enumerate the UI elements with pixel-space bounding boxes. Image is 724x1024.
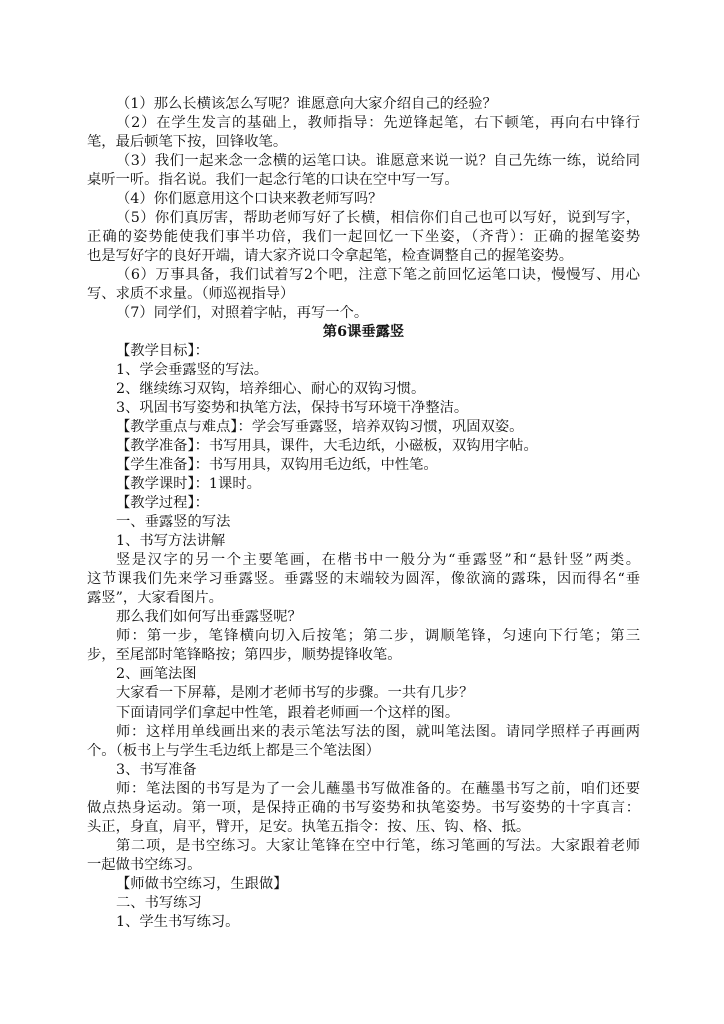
- paragraph: [87, 875, 640, 894]
- text-line: 竖是汉字的另一个主要笔画，在楷书中一般分为“垂露竖”和“悬针竖”两类。: [116, 552, 640, 569]
- text-line: 正确的姿势能使我们事半功倍，我们一起回忆一下坐姿，（齐背）：正确的握笔姿势: [87, 229, 640, 246]
- paragraph: [87, 361, 640, 380]
- text-line: （1）那么长横该怎么写呢？谁愿意向大家介绍自己的经验？: [116, 96, 497, 112]
- text-line: 做点热身运动。第一项，是保持正确的书写姿势和执笔姿势。书写姿势的十字真言：: [87, 799, 640, 816]
- text-line: 桌听一听。指名说。我们一起念行笔的口诀在空中写一写。: [87, 172, 459, 189]
- paragraph: [87, 304, 640, 323]
- text-line: 【教学目标】：: [116, 343, 209, 360]
- paragraph: [87, 456, 640, 475]
- text-line: 【教学过程】：: [116, 495, 209, 512]
- text-line: 【学生准备】：书写用具，双钩用毛边纸，中性笔。: [116, 457, 438, 474]
- text-line: 一起做书空练习。: [87, 856, 202, 873]
- text-line: 2、画笔法图: [116, 666, 197, 683]
- text-line: 【教学准备】：书写用具，课件，大毛边纸，小磁板，双钩用字帖。: [116, 438, 538, 455]
- text-line: 头正，身直，肩平，臂开，足安。执笔五指令：按、压、钩、格、抵。: [87, 818, 531, 835]
- text-line: 【师做书空练习，生跟做】: [116, 875, 288, 892]
- text-line: （3）我们一起来念一念横的运笔口诀。谁愿意来说一说？自己先练一练，说给同: [116, 153, 640, 170]
- text-line: 个。（板书上与学生毛边纸上都是三个笔法图）: [87, 742, 381, 759]
- text-line: 2、继续练习双钩，培养细心、耐心的双钩习惯。: [116, 381, 426, 398]
- paragraph: [87, 95, 640, 114]
- paragraph: [87, 723, 640, 761]
- text-line: 大家看一下屏幕，是刚才老师书写的步骤。一共有几步？: [116, 685, 474, 702]
- text-line: 步，至尾部时笔锋略按；第四步，顺势提锋收笔。: [87, 647, 402, 664]
- paragraph: [87, 608, 640, 627]
- text-line: 1、书写方法讲解: [116, 533, 226, 550]
- text-line: 也是写好字的良好开端，请大家齐说口令拿起笔，检查调整自己的握笔姿势。: [87, 248, 574, 265]
- paragraph: [87, 894, 640, 913]
- text-line: 1、学生书写练习。: [116, 913, 240, 930]
- paragraph: [87, 684, 640, 703]
- text-line: （4）你们愿意用这个口诀来教老师写吗？: [116, 191, 383, 208]
- text-line: 1、学会垂露竖的写法。: [116, 362, 269, 379]
- text-line: （2）在学生发言的基础上，教师指导：先逆锋起笔，右下顿笔，再向右中锋行: [116, 115, 640, 132]
- lesson-title: [87, 323, 640, 342]
- paragraph: [87, 837, 640, 875]
- paragraph: [87, 437, 640, 456]
- text-line: 3、书写准备: [116, 761, 197, 778]
- text-line: 露竖”，大家看图片。: [87, 590, 223, 607]
- paragraph: [87, 761, 640, 780]
- paragraph: [87, 266, 640, 304]
- paragraph: [87, 342, 640, 361]
- text-line: 一、垂露竖的写法: [116, 514, 231, 531]
- paragraph: [87, 399, 640, 418]
- text-line: 写、求质不求量。（师巡视指导）: [87, 286, 295, 303]
- text-line: 笔，最后顿笔下按，回锋收笔。: [87, 134, 288, 151]
- paragraph: [87, 494, 640, 513]
- paragraph: [87, 780, 640, 837]
- paragraph: [87, 152, 640, 190]
- text-line: 【教学课时】：1课时。: [116, 476, 261, 493]
- text-line: 【教学重点与难点】：学会写垂露竖，培养双钩习惯，巩固双姿。: [116, 419, 524, 436]
- text-line: 3、巩固书写姿势和执笔方法，保持书写环境干净整洁。: [116, 400, 469, 417]
- text-line: 第二项，是书空练习。大家让笔锋在空中行笔，练习笔画的写法。大家跟着老师: [116, 837, 640, 854]
- text-line: 这节课我们先来学习垂露竖。垂露竖的末端较为圆浑，像欲滴的露珠，因而得名“垂: [87, 571, 640, 588]
- paragraph: [87, 665, 640, 684]
- text-line: 师：第一步，笔锋横向切入后按笔；第二步，调顺笔锋，匀速向下行笔；第三: [116, 628, 640, 645]
- paragraph: [87, 551, 640, 608]
- paragraph: [87, 704, 640, 723]
- paragraph: [87, 209, 640, 266]
- text-line: 师：这样用单线画出来的表示笔法写法的图，就叫笔法图。请同学照样子再画两: [116, 723, 640, 740]
- text-line: 二、书写练习: [116, 894, 202, 911]
- paragraph: [87, 114, 640, 152]
- title-text: 第6课垂露竖: [322, 324, 405, 341]
- document-page: [87, 95, 640, 932]
- text-line: 下面请同学们拿起中性笔，跟着老师画一个这样的图。: [116, 704, 460, 721]
- paragraph: [87, 418, 640, 437]
- text-line: （6）万事具备，我们试着写2个吧，注意下笔之前回忆运笔口诀，慢慢写、用心: [116, 267, 640, 284]
- text-line: （7）同学们，对照着字帖，再写一个。: [116, 305, 369, 322]
- paragraph: [87, 190, 640, 209]
- text-line: 师：笔法图的书写是为了一会儿蘸墨书写做准备的。在蘸墨书写之前，咱们还要: [116, 780, 640, 797]
- paragraph: [87, 380, 640, 399]
- text-line: 那么我们如何写出垂露竖呢？: [116, 609, 302, 626]
- paragraph: [87, 913, 640, 932]
- paragraph: [87, 513, 640, 532]
- text-line: （5）你们真厉害，帮助老师写好了长横，相信你们自己也可以写好，说到写字，: [116, 210, 640, 227]
- paragraph: [87, 627, 640, 665]
- paragraph: [87, 532, 640, 551]
- paragraph: [87, 475, 640, 494]
